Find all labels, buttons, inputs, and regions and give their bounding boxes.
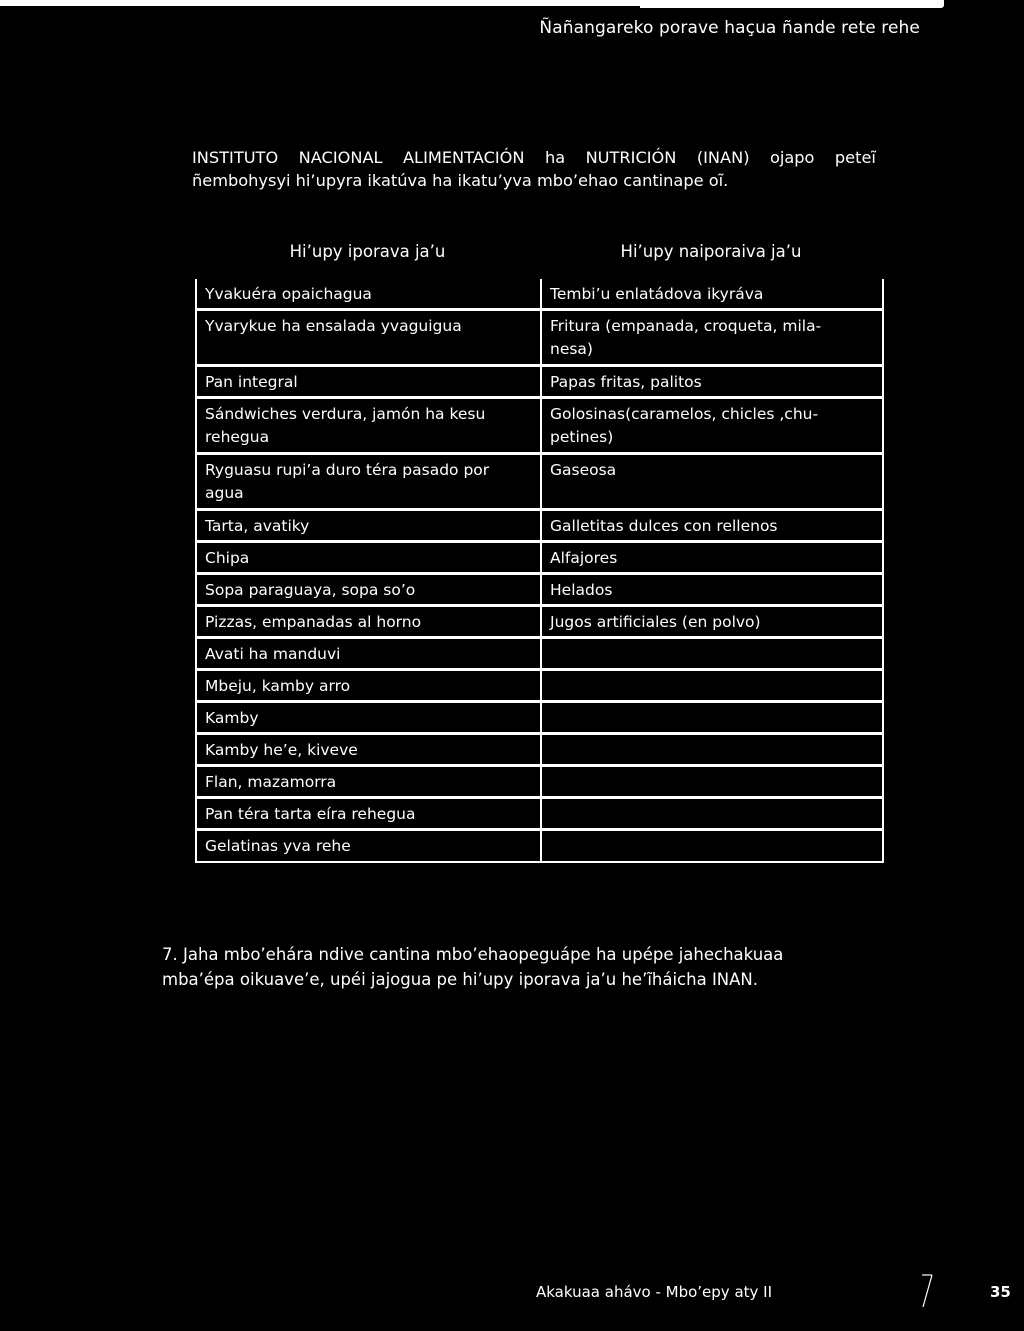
running-head: Ñañangareko porave haçua ñande rete rehe — [539, 18, 920, 38]
unhealthy-food-cell — [541, 638, 883, 670]
intro-line-1 — [192, 146, 876, 169]
healthy-food-cell: Yvakuéra opaichagua — [196, 278, 541, 310]
healthy-food-cell: Gelatinas yva rehe — [196, 830, 541, 862]
table-row — [196, 454, 883, 510]
healthy-food-cell: Chipa — [196, 542, 541, 574]
table-row — [196, 542, 883, 574]
table-row — [196, 606, 883, 638]
unhealthy-food-cell — [541, 830, 883, 862]
intro-word: ha — [544, 148, 566, 167]
page-number: 35 — [990, 1283, 1011, 1301]
table-row — [196, 702, 883, 734]
footer-book-title: Akakuaa ahávo - Mbo’epy aty II — [536, 1283, 773, 1301]
food-comparison-table — [195, 276, 884, 863]
unhealthy-food-cell: Fritura (empanada, croqueta, mila- nesa) — [541, 310, 883, 366]
unhealthy-food-cell: Golosinas(caramelos, chicles ,chu- petines) — [541, 398, 883, 454]
intro-word: ojapo — [769, 148, 815, 167]
footer-slash-mark — [920, 1274, 934, 1308]
healthy-food-cell: Pizzas, empanadas al horno — [196, 606, 541, 638]
healthy-food-cell: Kamby he’e, kiveve — [196, 734, 541, 766]
question-line-1: 7. Jaha mbo’ehára ndive cantina mbo’ehaopeguápe ha upépe jahechakuaa — [162, 945, 784, 964]
table-row — [196, 398, 883, 454]
unhealthy-food-cell — [541, 734, 883, 766]
unhealthy-food-cell: Helados — [541, 574, 883, 606]
unhealthy-food-cell: Papas fritas, palitos — [541, 366, 883, 398]
unhealthy-food-cell — [541, 670, 883, 702]
unhealthy-food-cell — [541, 702, 883, 734]
healthy-food-cell: Flan, mazamorra — [196, 766, 541, 798]
healthy-food-cell: Yvarykue ha ensalada yvaguigua — [196, 310, 541, 366]
healthy-food-cell: Mbeju, kamby arro — [196, 670, 541, 702]
table-row — [196, 734, 883, 766]
table-row — [196, 830, 883, 862]
intro-word: NUTRICIÓN — [585, 148, 677, 167]
healthy-food-cell: Kamby — [196, 702, 541, 734]
healthy-food-cell: Pan integral — [196, 366, 541, 398]
table-row — [196, 310, 883, 366]
table-row — [196, 278, 883, 310]
unhealthy-food-cell: Galletitas dulces con rellenos — [541, 510, 883, 542]
unhealthy-foods-heading: Hi’upy naiporaiva ja’u — [620, 242, 802, 261]
intro-word: (INAN) — [696, 148, 750, 167]
table-row — [196, 638, 883, 670]
table-row — [196, 366, 883, 398]
intro-paragraph — [192, 146, 876, 192]
top-rule-tab — [640, 5, 944, 8]
unhealthy-food-cell — [541, 766, 883, 798]
question-7 — [162, 942, 822, 992]
unhealthy-food-cell: Jugos artificiales (en polvo) — [541, 606, 883, 638]
intro-line-2: ñembohysyi hi’upyra ikatúva ha ikatu’yva mbo’ehao cantinape oĩ. — [192, 171, 729, 190]
table-row — [196, 670, 883, 702]
question-line-2: mba’épa oikuave’e, upéi jajogua pe hi’upy iporava ja’u he’ĩháicha INAN. — [162, 970, 759, 989]
table-row — [196, 798, 883, 830]
unhealthy-food-cell: Tembi’u enlatádova ikyráva — [541, 278, 883, 310]
intro-word: ALIMENTACIÓN — [402, 148, 525, 167]
healthy-food-cell: Sándwiches verdura, jamón ha kesu rehegua — [196, 398, 541, 454]
intro-word: INSTITUTO — [192, 148, 279, 167]
table-row — [196, 766, 883, 798]
intro-word: NACIONAL — [298, 148, 383, 167]
intro-word: peteĩ — [834, 148, 876, 167]
healthy-foods-heading: Hi’upy iporava ja’u — [289, 242, 446, 261]
unhealthy-food-cell: Alfajores — [541, 542, 883, 574]
unhealthy-food-cell — [541, 798, 883, 830]
healthy-food-cell: Pan téra tarta eíra rehegua — [196, 798, 541, 830]
healthy-food-cell: Tarta, avatiky — [196, 510, 541, 542]
healthy-food-cell: Ryguasu rupi’a duro téra pasado por agua — [196, 454, 541, 510]
healthy-food-cell: Avati ha manduvi — [196, 638, 541, 670]
table-row — [196, 574, 883, 606]
healthy-food-cell: Sopa paraguaya, sopa so’o — [196, 574, 541, 606]
unhealthy-food-cell: Gaseosa — [541, 454, 883, 510]
table-row — [196, 510, 883, 542]
